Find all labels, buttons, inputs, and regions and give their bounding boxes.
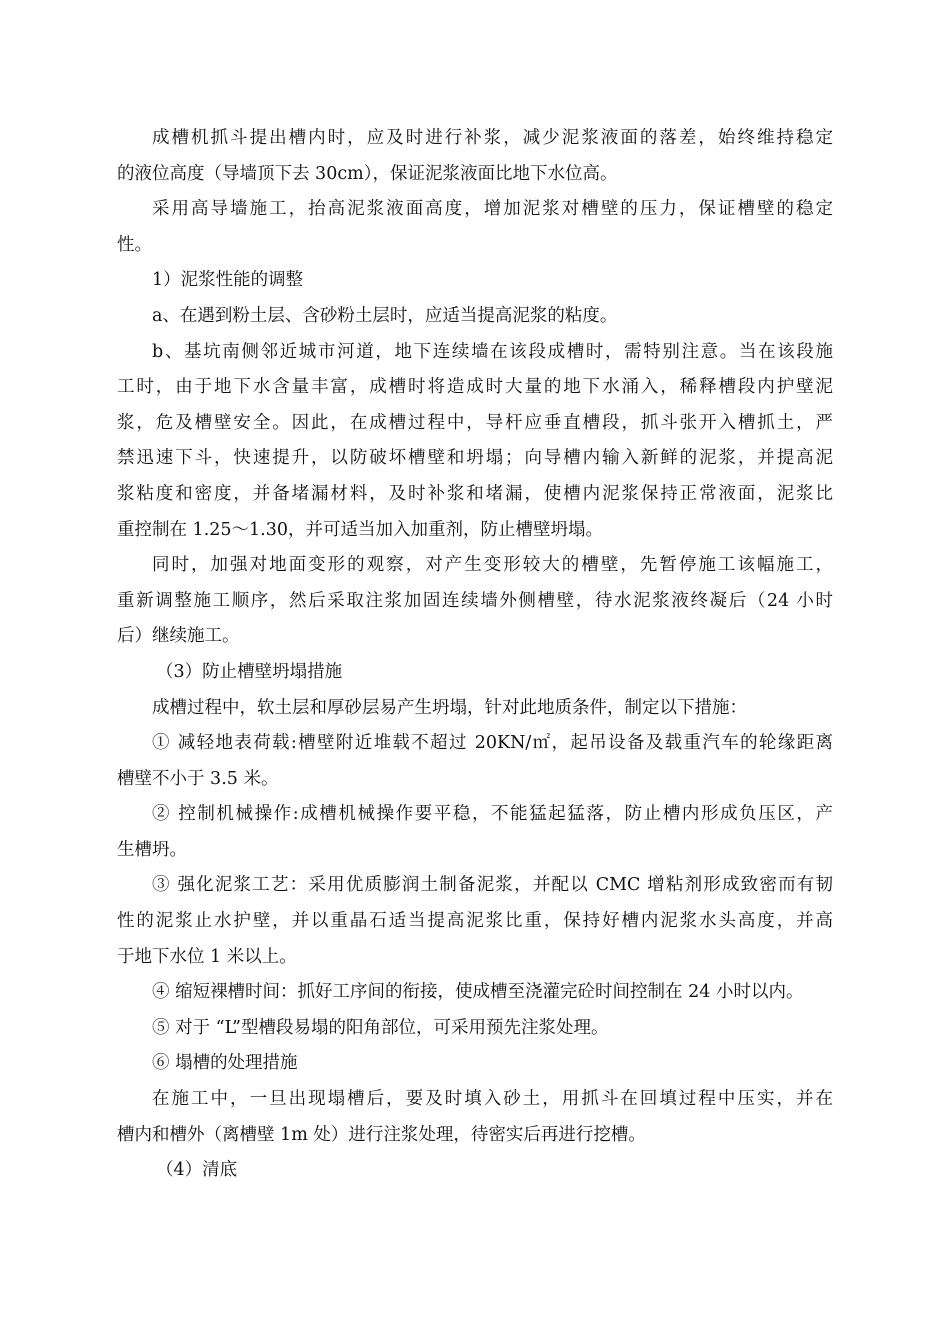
paragraph-line: 同时，加强对地面变形的观察，对产生变形较大的槽壁，先暂停施工该幅施工， xyxy=(152,555,833,576)
paragraph-line: 重新调整施工顺序，然后采取注浆加固连续墙外侧槽壁，待水泥浆液终凝后（24 小时 xyxy=(117,590,833,611)
list-item-line: ⑥ 塌槽的处理措施 xyxy=(152,1053,298,1074)
list-item-line: 于地下水位 1 米以上。 xyxy=(117,946,297,967)
list-item-line: ④ 缩短裸槽时间：抓好工序间的衔接，使成槽至浇灌完砼时间控制在 24 小时以内。 xyxy=(152,982,804,1003)
list-item-line: ③ 强化泥浆工艺：采用优质膨润土制备泥浆，并配以 CMC 增粘剂形成致密而有韧 xyxy=(152,875,833,896)
list-item-line: 槽壁不小于 3.5 米。 xyxy=(117,768,279,789)
paragraph-line: a、在遇到粉土层、含砂粉土层时，应适当提高泥浆的粘度。 xyxy=(152,305,618,326)
list-item-line: ① 减轻地表荷载:槽壁附近堆载不超过 20KN/㎡，起吊设备及载重汽车的轮缘距离 xyxy=(152,733,833,754)
paragraph-line: 工时，由于地下水含量丰富，成槽时将造成时大量的地下水涌入，稀释槽段内护壁泥 xyxy=(117,377,833,398)
section-heading: （4）清底 xyxy=(156,1160,238,1181)
paragraph-line: 浆粘度和密度，并备堵漏材料，及时补浆和堵漏，使槽内泥浆保持正常液面，泥浆比 xyxy=(117,483,833,504)
paragraph-line: 成槽过程中，软土层和厚砂层易产生坍塌，针对此地质条件，制定以下措施： xyxy=(152,697,747,718)
paragraph-line: 槽内和槽外（离槽壁 1m 处）进行注浆处理，待密实后再进行挖槽。 xyxy=(117,1124,646,1145)
paragraph-line: 性。 xyxy=(117,234,152,255)
paragraph-line: 后）继续施工。 xyxy=(117,626,240,647)
section-heading: 1）泥浆性能的调整 xyxy=(152,270,304,291)
paragraph-line: 的液位高度（导墙顶下去 30cm），保证泥浆液面比地下水位高。 xyxy=(117,163,618,184)
paragraph-line: 成槽机抓斗提出槽内时，应及时进行补浆，减少泥浆液面的落差，始终维持稳定 xyxy=(152,128,833,148)
paragraph-line: 采用高导墙施工，抬高泥浆液面高度，增加泥浆对槽壁的压力，保证槽壁的稳定 xyxy=(152,199,833,220)
list-item-line: ② 控制机械操作:成槽机械操作要平稳，不能猛起猛落，防止槽内形成负压区，产 xyxy=(152,804,833,825)
paragraph-line: 禁迅速下斗，快速提升，以防破坏槽壁和坍塌；向导槽内输入新鲜的泥浆，并提高泥 xyxy=(117,448,833,469)
list-item-line: 性的泥浆止水护壁，并以重晶石适当提高泥浆比重，保持好槽内泥浆水头高度，并高 xyxy=(117,911,833,932)
paragraph-line: b、基坑南侧邻近城市河道，地下连续墙在该段成槽时，需特别注意。当在该段施 xyxy=(152,341,833,362)
section-heading: （3）防止槽壁坍塌措施 xyxy=(156,661,343,682)
document-body xyxy=(117,121,833,1189)
paragraph-line: 浆，危及槽壁安全。因此，在成槽过程中，导杆应垂直槽段，抓斗张开入槽抓土，严 xyxy=(117,412,833,433)
paragraph-line: 重控制在 1.25～1.30，并可适当加入加重剂，防止槽壁坍塌。 xyxy=(117,519,603,540)
paragraph-line: 在施工中，一旦出现塌槽后，要及时填入砂土，用抓斗在回填过程中压实，并在 xyxy=(152,1089,833,1110)
list-item-line: ⑤ 对于 “L”型槽段易塌的阳角部位，可采用预先注浆处理。 xyxy=(152,1017,609,1038)
list-item-line: 生槽坍。 xyxy=(117,839,187,860)
